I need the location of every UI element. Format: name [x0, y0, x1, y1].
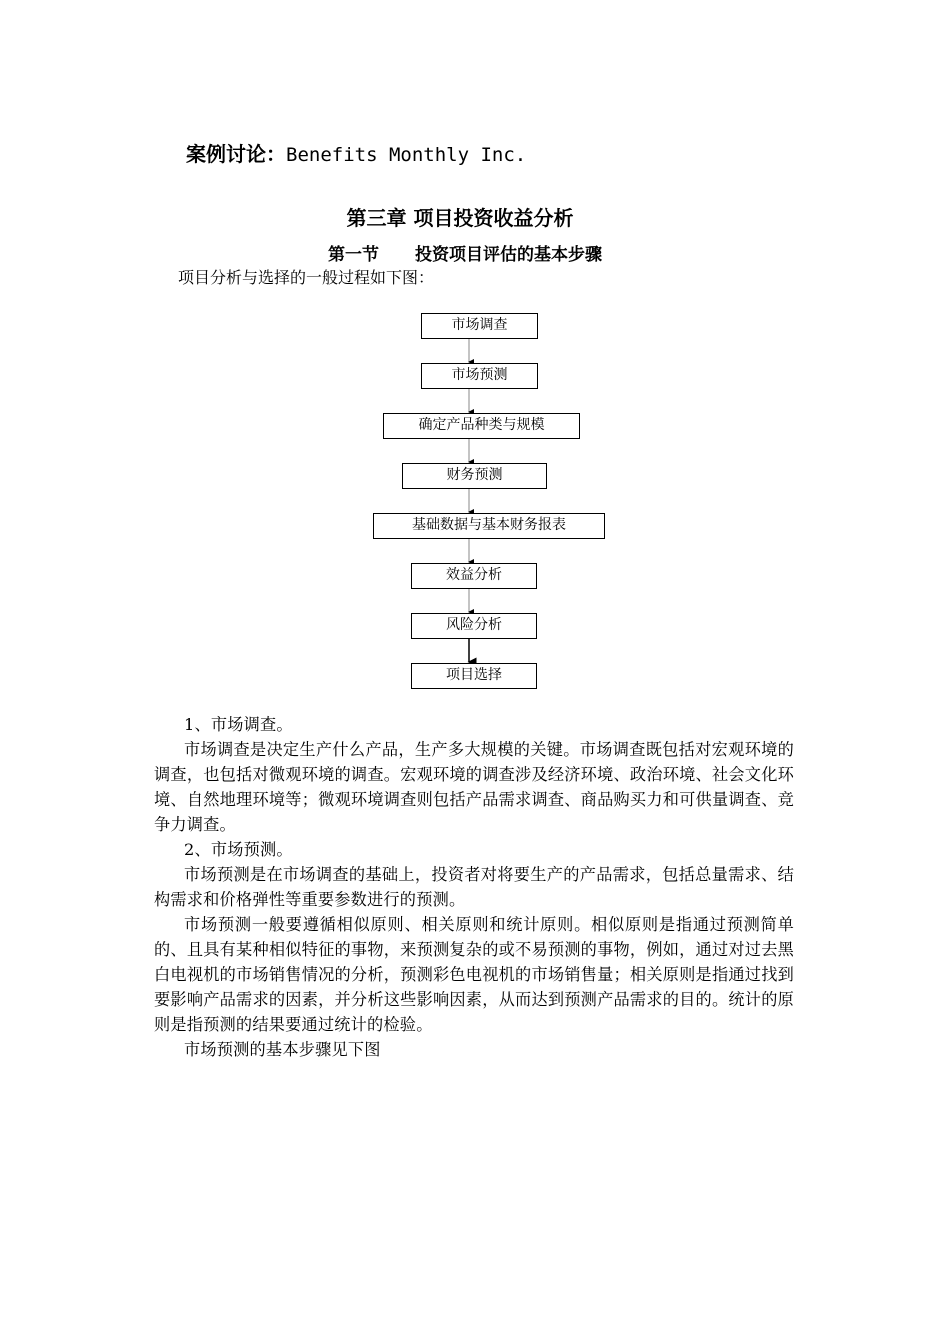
paragraph-market-survey: 市场调查是决定生产什么产品，生产多大规模的关键。市场调查既包括对宏观环境的调查，也包括对微观环境的调查。宏观环境的调查涉及经济环境、政治环境、社会文化环境、自然地理环境等；微观环境调查则包括产品需求调查、商品购买力和可供量调查、竞争力调查。 — [154, 740, 794, 834]
section-number: 第一节 — [328, 245, 379, 265]
flow-step-basic-data: 基础数据与基本财务报表 — [373, 513, 605, 539]
case-title-cjk: 案例讨论： — [186, 142, 286, 166]
paragraph-market-forecast: 市场预测是在市场调查的基础上，投资者对将要生产的产品需求，包括总量需求、结构需求和价格弹性等重要参数进行的预测。 — [154, 865, 794, 909]
flow-step-market-forecast: 市场预测 — [421, 363, 538, 389]
flow-step-financial-forecast: 财务预测 — [402, 463, 547, 489]
paragraph-forecast-steps: 市场预测的基本步骤见下图 — [184, 1040, 381, 1059]
case-title-latin: Benefits Monthly Inc. — [286, 144, 527, 166]
body-text — [154, 712, 794, 1062]
intro-text: 项目分析与选择的一般过程如下图： — [178, 268, 435, 287]
section-title — [328, 240, 602, 265]
case-title — [186, 138, 526, 167]
flow-step-project-selection: 项目选择 — [411, 663, 537, 689]
chapter-title: 第三章 项目投资收益分析 — [346, 206, 574, 230]
flow-step-benefit-analysis: 效益分析 — [411, 563, 537, 589]
heading-market-survey: 1、市场调查。 — [184, 715, 293, 734]
flow-step-product-scale: 确定产品种类与规模 — [383, 413, 580, 439]
flow-step-market-survey: 市场调查 — [421, 313, 538, 339]
flow-step-risk-analysis: 风险分析 — [411, 613, 537, 639]
section-name: 投资项目评估的基本步骤 — [415, 245, 602, 265]
heading-market-forecast: 2、市场预测。 — [184, 840, 293, 859]
paragraph-forecast-principles: 市场预测一般要遵循相似原则、相关原则和统计原则。相似原则是指通过预测简单的、且具有某种相似特征的事物，来预测复杂的或不易预测的事物，例如，通过对过去黑白电视机的市场销售情况的分析，预测彩色电视机的市场销售量；相关原则是指通过找到要影响产品需求的因素，并分析这些影响因素，从而达到预测产品需求的目的。统计的原则是指预测的结果要通过统计的检验。 — [154, 915, 794, 1034]
